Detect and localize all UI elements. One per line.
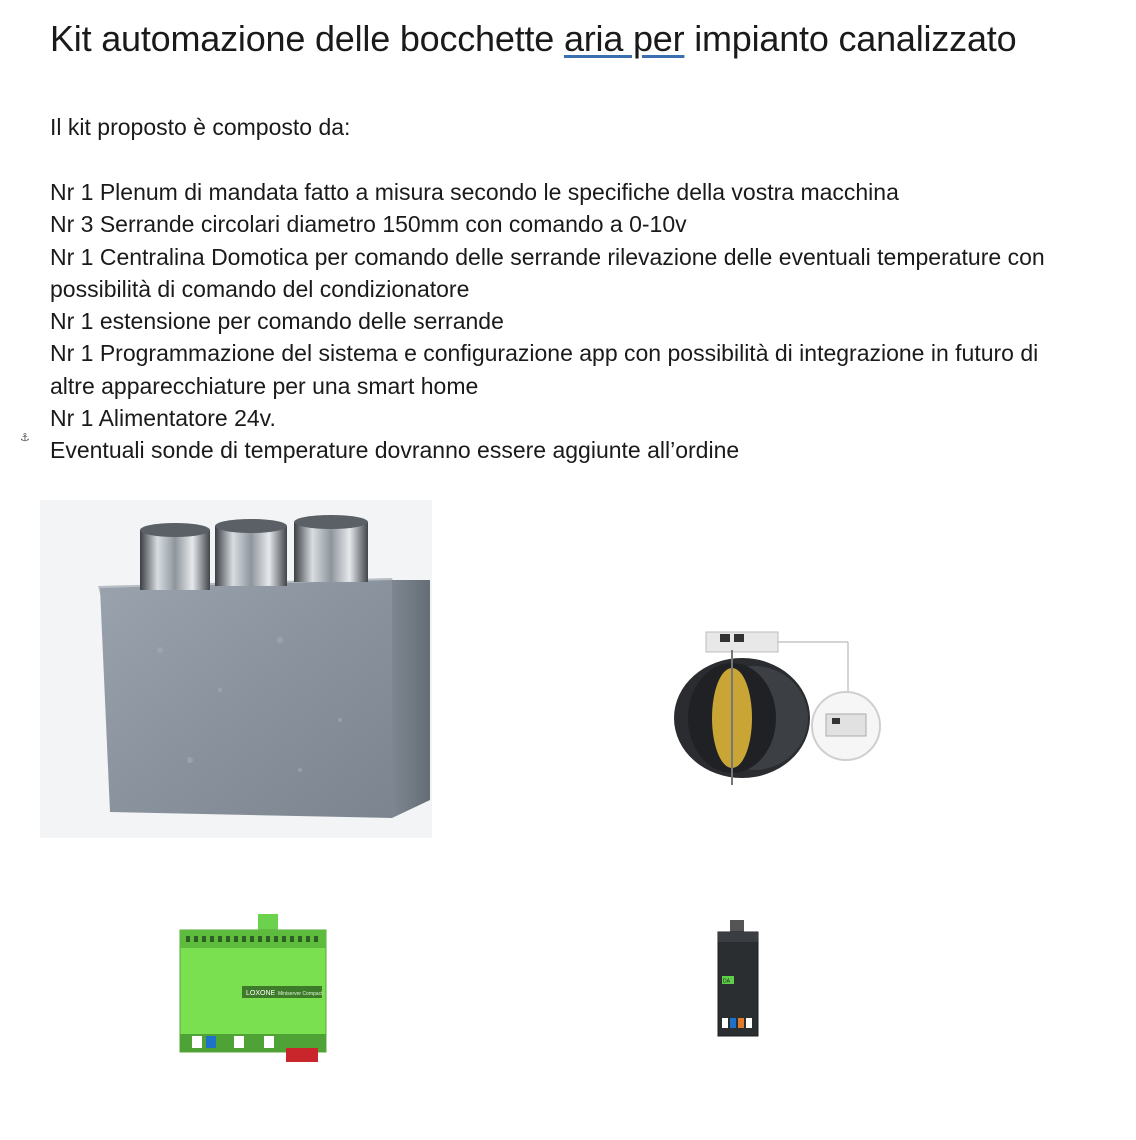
- loxone-brand-text: LOXONE: [246, 990, 276, 997]
- kit-item: Nr 3 Serrande circolari diametro 150mm con comando a 0-10v: [50, 211, 687, 238]
- kit-intro: Il kit proposto è composto da:: [50, 114, 351, 140]
- anchor-icon[interactable]: ⚓: [20, 432, 30, 444]
- plenum-collar: [140, 523, 210, 590]
- damper-image: [582, 590, 902, 806]
- kit-item: Eventuali sonde di temperature dovranno essere aggiunte all’ordine: [50, 437, 740, 464]
- kit-items-list: [50, 176, 1060, 467]
- kit-item: Nr 1 Plenum di mandata fatto a misura secondo le specifiche della vostra macchina: [50, 179, 899, 205]
- plenum-image: [40, 500, 432, 838]
- kit-item: Nr 1 Programmazione del sistema e configurazione app con possibilità di integrazione in futuro di altre apparecchiature per una smart home: [50, 340, 1039, 399]
- title-part-2: impianto canalizzato: [684, 18, 1017, 59]
- title-part-1: Kit automazione delle bocchette: [50, 18, 564, 59]
- extension-label: DA: [723, 978, 730, 985]
- document-title: [50, 18, 1016, 60]
- title-spellcheck-underlined: aria per: [563, 18, 685, 59]
- kit-item: Nr 1 Alimentatore 24v.: [50, 405, 276, 432]
- kit-item: Nr 1 Centralina Domotica per comando delle serrande rilevazione delle eventuali temperature con possibilità di comando del condizionatore: [50, 243, 1045, 302]
- plenum-collar: [294, 515, 368, 582]
- loxone-extension-image: [708, 918, 768, 1044]
- loxone-miniserver-image: [176, 908, 336, 1074]
- plenum-collar: [215, 519, 287, 586]
- kit-item: Nr 1 estensione per comando delle serrande: [50, 308, 504, 335]
- loxone-model-text: Miniserver Compact: [278, 991, 323, 997]
